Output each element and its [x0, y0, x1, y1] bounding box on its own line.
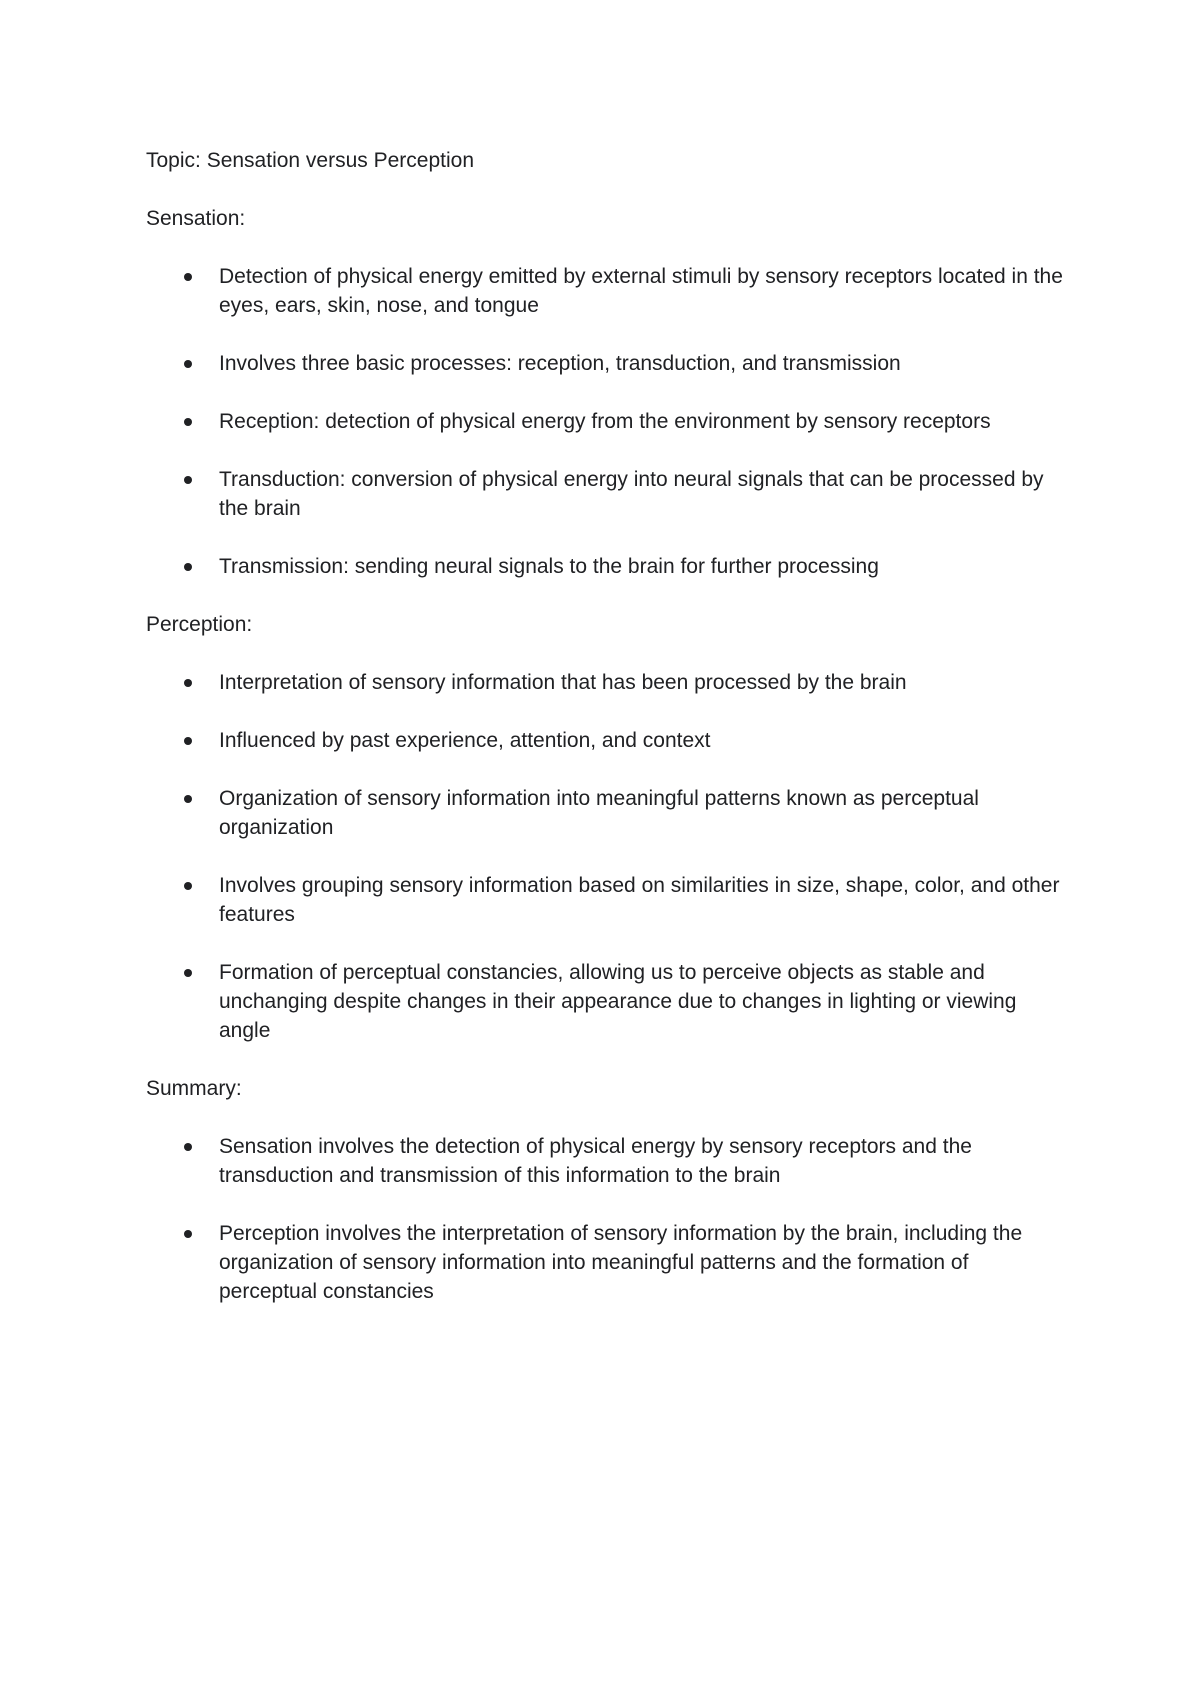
- bullet-icon: [184, 737, 192, 745]
- section-heading-sensation: Sensation:: [146, 207, 246, 230]
- list-item-text: Detection of physical energy emitted by external stimuli by sensory receptors located in the eyes, ears, skin, nose, and tongue: [219, 265, 1063, 317]
- perception-list: [146, 668, 1066, 1045]
- list-item: [219, 726, 1066, 755]
- bullet-icon: [184, 273, 192, 281]
- section-summary: [146, 1074, 1066, 1306]
- bullet-icon: [184, 476, 192, 484]
- list-item: [219, 668, 1066, 697]
- bullet-icon: [184, 1143, 192, 1151]
- document-topic: Topic: Sensation versus Perception: [146, 149, 475, 172]
- bullet-icon: [184, 882, 192, 890]
- sensation-list: [146, 262, 1066, 581]
- bullet-icon: [184, 679, 192, 687]
- list-item-text: Sensation involves the detection of physical energy by sensory receptors and the transduction and transmission of this information to the brain: [219, 1135, 972, 1187]
- list-item: [219, 552, 1066, 581]
- list-item-text: Formation of perceptual constancies, allowing us to perceive objects as stable and unchanging despite changes in their appearance due to changes in lighting or viewing angle: [219, 961, 1017, 1042]
- list-item-text: Perception involves the interpretation of sensory information by the brain, including the organization of sensory information into meaningful patterns and the formation of perceptual constancies: [219, 1222, 1023, 1303]
- list-item-text: Organization of sensory information into meaningful patterns known as perceptual organization: [219, 787, 979, 839]
- list-item: [219, 1219, 1066, 1306]
- list-item: [219, 262, 1066, 320]
- section-heading-summary: Summary:: [146, 1077, 242, 1100]
- list-item: [219, 784, 1066, 842]
- list-item: [219, 407, 1066, 436]
- list-item-text: Transduction: conversion of physical energy into neural signals that can be processed by the brain: [219, 468, 1044, 520]
- bullet-icon: [184, 1230, 192, 1238]
- list-item-text: Interpretation of sensory information that has been processed by the brain: [219, 671, 907, 694]
- bullet-icon: [184, 418, 192, 426]
- summary-list: [146, 1132, 1066, 1306]
- bullet-icon: [184, 795, 192, 803]
- document-body: [146, 146, 1066, 1335]
- bullet-icon: [184, 563, 192, 571]
- bullet-icon: [184, 969, 192, 977]
- list-item: [219, 958, 1066, 1045]
- section-perception: [146, 610, 1066, 1045]
- list-item-text: Reception: detection of physical energy from the environment by sensory receptors: [219, 410, 991, 433]
- list-item-text: Involves grouping sensory information based on similarities in size, shape, color, and other features: [219, 874, 1060, 926]
- list-item: [219, 871, 1066, 929]
- list-item-text: Involves three basic processes: reception, transduction, and transmission: [219, 352, 901, 375]
- bullet-icon: [184, 360, 192, 368]
- list-item: [219, 1132, 1066, 1190]
- list-item-text: Transmission: sending neural signals to the brain for further processing: [219, 555, 879, 578]
- section-heading-perception: Perception:: [146, 613, 253, 636]
- list-item: [219, 465, 1066, 523]
- list-item-text: Influenced by past experience, attention, and context: [219, 729, 711, 752]
- section-sensation: [146, 204, 1066, 581]
- list-item: [219, 349, 1066, 378]
